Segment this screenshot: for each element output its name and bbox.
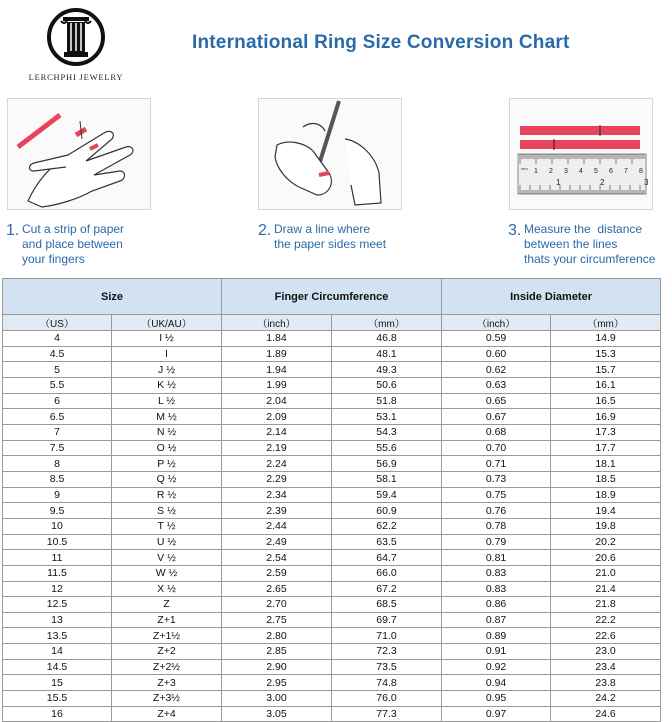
header-size: Size (3, 279, 222, 315)
cell-diameter-inch: 0.92 (442, 659, 551, 675)
ruler-cm-label: 1 (556, 178, 561, 187)
cell-diameter-mm: 17.3 (551, 424, 661, 440)
cell-circumference-mm: 51.8 (332, 393, 442, 409)
step-2-text: Draw a line where the paper sides meet (274, 222, 387, 251)
unit-circ-inch: （inch） (222, 315, 332, 331)
cell-uk-au-size: Z (112, 597, 222, 613)
column-emblem-icon (45, 6, 107, 68)
cell-us-size: 8 (3, 456, 112, 472)
cell-uk-au-size: Z+3½ (112, 691, 222, 707)
cell-diameter-inch: 0.89 (442, 628, 551, 644)
cell-circumference-inch: 1.99 (222, 377, 332, 393)
cell-circumference-mm: 56.9 (332, 456, 442, 472)
unit-us: （US） (3, 315, 112, 331)
step-3-text: Measure the distance between the lines thats your circumference (524, 222, 656, 266)
unit-diam-inch: （inch） (442, 315, 551, 331)
step-2-number: 2. (258, 222, 272, 239)
cell-diameter-inch: 0.71 (442, 456, 551, 472)
cell-circumference-inch: 3.05 (222, 706, 332, 722)
cell-diameter-inch: 0.70 (442, 440, 551, 456)
hand-paper-strip-icon (8, 99, 150, 209)
ruler-cm-label: 3 (644, 178, 649, 187)
cell-diameter-inch: 0.94 (442, 675, 551, 691)
cell-circumference-inch: 2.75 (222, 612, 332, 628)
page-title: International Ring Size Conversion Chart (192, 32, 570, 53)
cell-us-size: 13 (3, 612, 112, 628)
cell-circumference-inch: 3.00 (222, 691, 332, 707)
step-2-illustration (258, 98, 402, 210)
table-row (3, 377, 661, 393)
cell-us-size: 8.5 (3, 471, 112, 487)
cell-uk-au-size: Z+3 (112, 675, 222, 691)
cell-us-size: 6.5 (3, 409, 112, 425)
cell-uk-au-size: Q ½ (112, 471, 222, 487)
cell-circumference-mm: 63.5 (332, 534, 442, 550)
cell-us-size: 9.5 (3, 503, 112, 519)
table-row (3, 659, 661, 675)
cell-diameter-inch: 0.97 (442, 706, 551, 722)
cell-us-size: 5.5 (3, 377, 112, 393)
cell-circumference-mm: 66.0 (332, 565, 442, 581)
table-row (3, 456, 661, 472)
cell-diameter-mm: 20.6 (551, 550, 661, 566)
cell-diameter-mm: 16.1 (551, 377, 661, 393)
cell-circumference-mm: 50.6 (332, 377, 442, 393)
cell-diameter-mm: 15.7 (551, 362, 661, 378)
cell-diameter-inch: 0.73 (442, 471, 551, 487)
cell-circumference-mm: 68.5 (332, 597, 442, 613)
cell-uk-au-size: L ½ (112, 393, 222, 409)
cell-diameter-inch: 0.81 (442, 550, 551, 566)
cell-circumference-mm: 58.1 (332, 471, 442, 487)
cell-us-size: 11 (3, 550, 112, 566)
cell-uk-au-size: T ½ (112, 518, 222, 534)
cell-uk-au-size: I (112, 346, 222, 362)
cell-us-size: 12.5 (3, 597, 112, 613)
cell-circumference-mm: 69.7 (332, 612, 442, 628)
cell-diameter-mm: 16.5 (551, 393, 661, 409)
cell-circumference-inch: 2.39 (222, 503, 332, 519)
cell-uk-au-size: Z+4 (112, 706, 222, 722)
table-row (3, 409, 661, 425)
paper-strip-ruler-icon (510, 99, 652, 209)
ruler-mm-label: 8 (639, 168, 643, 175)
cell-uk-au-size: Z+1 (112, 612, 222, 628)
unit-diam-mm: （mm） (551, 315, 661, 331)
cell-circumference-mm: 72.3 (332, 644, 442, 660)
cell-us-size: 11.5 (3, 565, 112, 581)
cell-us-size: 12 (3, 581, 112, 597)
ruler-mm-label: 6 (609, 168, 613, 175)
cell-circumference-inch: 2.09 (222, 409, 332, 425)
cell-diameter-mm: 18.1 (551, 456, 661, 472)
ruler-mm-label: 4 (579, 168, 583, 175)
cell-circumference-mm: 73.5 (332, 659, 442, 675)
ruler-mm-label: 3 (564, 168, 568, 175)
cell-diameter-mm: 15.3 (551, 346, 661, 362)
cell-circumference-mm: 71.0 (332, 628, 442, 644)
cell-diameter-inch: 0.83 (442, 581, 551, 597)
cell-uk-au-size: I ½ (112, 331, 222, 347)
cell-diameter-inch: 0.75 (442, 487, 551, 503)
ruler-mm-label: 5 (594, 168, 598, 175)
cell-circumference-mm: 64.7 (332, 550, 442, 566)
cell-circumference-mm: 59.4 (332, 487, 442, 503)
cell-diameter-mm: 24.6 (551, 706, 661, 722)
table-row (3, 362, 661, 378)
cell-uk-au-size: R ½ (112, 487, 222, 503)
cell-diameter-mm: 23.8 (551, 675, 661, 691)
table-row (3, 518, 661, 534)
cell-diameter-mm: 17.7 (551, 440, 661, 456)
cell-circumference-inch: 2.80 (222, 628, 332, 644)
cell-uk-au-size: V ½ (112, 550, 222, 566)
table-row (3, 534, 661, 550)
step-3-illustration (509, 98, 653, 210)
cell-diameter-mm: 21.4 (551, 581, 661, 597)
cell-circumference-mm: 53.1 (332, 409, 442, 425)
cell-diameter-inch: 0.60 (442, 346, 551, 362)
cell-uk-au-size: K ½ (112, 377, 222, 393)
table-row (3, 424, 661, 440)
cell-circumference-mm: 76.0 (332, 691, 442, 707)
cell-uk-au-size: Z+1½ (112, 628, 222, 644)
ruler-mm-label: 7 (624, 168, 628, 175)
cell-diameter-mm: 19.4 (551, 503, 661, 519)
cell-diameter-inch: 0.62 (442, 362, 551, 378)
cell-us-size: 4 (3, 331, 112, 347)
cell-uk-au-size: U ½ (112, 534, 222, 550)
table-row (3, 550, 661, 566)
cell-circumference-mm: 48.1 (332, 346, 442, 362)
cell-us-size: 5 (3, 362, 112, 378)
table-row (3, 346, 661, 362)
brand-logo (26, 6, 126, 90)
table-row (3, 393, 661, 409)
cell-us-size: 13.5 (3, 628, 112, 644)
unit-uk-au: （UK/AU） (112, 315, 222, 331)
cell-circumference-inch: 2.49 (222, 534, 332, 550)
ruler-mm-label: 1 (534, 168, 538, 175)
step-3-number: 3. (508, 222, 522, 239)
table-row (3, 675, 661, 691)
cell-circumference-inch: 1.94 (222, 362, 332, 378)
ruler-mm-label: 2 (549, 168, 553, 175)
cell-diameter-mm: 19.8 (551, 518, 661, 534)
cell-circumference-inch: 2.34 (222, 487, 332, 503)
cell-us-size: 4.5 (3, 346, 112, 362)
cell-circumference-inch: 2.04 (222, 393, 332, 409)
step-1-illustration (7, 98, 151, 210)
cell-circumference-mm: 49.3 (332, 362, 442, 378)
brand-name: LERCHPHI JEWELRY (28, 72, 124, 82)
cell-diameter-mm: 22.6 (551, 628, 661, 644)
cell-circumference-inch: 2.85 (222, 644, 332, 660)
table-row (3, 644, 661, 660)
cell-us-size: 14.5 (3, 659, 112, 675)
cell-circumference-mm: 74.8 (332, 675, 442, 691)
cell-uk-au-size: N ½ (112, 424, 222, 440)
header-finger-circumference: Finger Circumference (222, 279, 442, 315)
header-inside-diameter: Inside Diameter (442, 279, 661, 315)
cell-uk-au-size: S ½ (112, 503, 222, 519)
step-1-text: Cut a strip of paper and place between your fingers (22, 222, 125, 266)
table-row (3, 612, 661, 628)
cell-circumference-mm: 77.3 (332, 706, 442, 722)
cell-circumference-mm: 67.2 (332, 581, 442, 597)
cell-uk-au-size: M ½ (112, 409, 222, 425)
cell-uk-au-size: Z+2 (112, 644, 222, 660)
cell-uk-au-size: O ½ (112, 440, 222, 456)
cell-diameter-inch: 0.86 (442, 597, 551, 613)
cell-diameter-mm: 23.0 (551, 644, 661, 660)
table-row (3, 691, 661, 707)
table-row (3, 331, 661, 347)
table-row (3, 487, 661, 503)
cell-uk-au-size: Z+2½ (112, 659, 222, 675)
cell-circumference-inch: 2.95 (222, 675, 332, 691)
cell-circumference-inch: 2.24 (222, 456, 332, 472)
table-row (3, 628, 661, 644)
cell-diameter-inch: 0.67 (442, 409, 551, 425)
cell-uk-au-size: J ½ (112, 362, 222, 378)
cell-us-size: 16 (3, 706, 112, 722)
cell-diameter-inch: 0.65 (442, 393, 551, 409)
cell-us-size: 15 (3, 675, 112, 691)
cell-uk-au-size: W ½ (112, 565, 222, 581)
table-row (3, 581, 661, 597)
cell-circumference-mm: 62.2 (332, 518, 442, 534)
hand-pen-marking-icon (259, 99, 401, 209)
step-1-number: 1. (6, 222, 20, 239)
cell-diameter-mm: 18.5 (551, 471, 661, 487)
cell-diameter-inch: 0.79 (442, 534, 551, 550)
cell-diameter-inch: 0.87 (442, 612, 551, 628)
cell-diameter-mm: 18.9 (551, 487, 661, 503)
cell-diameter-mm: 20.2 (551, 534, 661, 550)
ruler-cm-label: 2 (600, 178, 605, 187)
table-row (3, 440, 661, 456)
cell-diameter-mm: 21.8 (551, 597, 661, 613)
cell-diameter-inch: 0.63 (442, 377, 551, 393)
cell-diameter-mm: 22.2 (551, 612, 661, 628)
cell-circumference-inch: 2.14 (222, 424, 332, 440)
cell-circumference-inch: 2.54 (222, 550, 332, 566)
cell-us-size: 15.5 (3, 691, 112, 707)
cell-diameter-mm: 16.9 (551, 409, 661, 425)
cell-diameter-inch: 0.78 (442, 518, 551, 534)
cell-circumference-inch: 2.19 (222, 440, 332, 456)
cell-us-size: 9 (3, 487, 112, 503)
table-row (3, 503, 661, 519)
table-row (3, 706, 661, 722)
cell-circumference-inch: 2.70 (222, 597, 332, 613)
cell-uk-au-size: X ½ (112, 581, 222, 597)
table-row (3, 597, 661, 613)
cell-diameter-mm: 24.2 (551, 691, 661, 707)
cell-circumference-inch: 2.59 (222, 565, 332, 581)
cell-diameter-inch: 0.68 (442, 424, 551, 440)
cell-circumference-mm: 46.8 (332, 331, 442, 347)
unit-circ-mm: （mm） (332, 315, 442, 331)
cell-us-size: 7 (3, 424, 112, 440)
cell-circumference-mm: 60.9 (332, 503, 442, 519)
cell-circumference-inch: 2.65 (222, 581, 332, 597)
cell-diameter-mm: 23.4 (551, 659, 661, 675)
cell-diameter-mm: 14.9 (551, 331, 661, 347)
cell-us-size: 10 (3, 518, 112, 534)
cell-uk-au-size: P ½ (112, 456, 222, 472)
cell-diameter-inch: 0.83 (442, 565, 551, 581)
cell-circumference-mm: 54.3 (332, 424, 442, 440)
cell-diameter-mm: 21.0 (551, 565, 661, 581)
cell-us-size: 10.5 (3, 534, 112, 550)
cell-circumference-inch: 2.44 (222, 518, 332, 534)
table-row (3, 565, 661, 581)
cell-circumference-inch: 2.29 (222, 471, 332, 487)
cell-diameter-inch: 0.95 (442, 691, 551, 707)
cell-circumference-inch: 1.89 (222, 346, 332, 362)
cell-diameter-inch: 0.91 (442, 644, 551, 660)
cell-us-size: 6 (3, 393, 112, 409)
ring-size-table (2, 278, 661, 722)
table-row (3, 471, 661, 487)
ruler-unit-label: mm (521, 166, 528, 171)
cell-us-size: 14 (3, 644, 112, 660)
cell-us-size: 7.5 (3, 440, 112, 456)
cell-circumference-mm: 55.6 (332, 440, 442, 456)
cell-diameter-inch: 0.59 (442, 331, 551, 347)
cell-circumference-inch: 2.90 (222, 659, 332, 675)
cell-diameter-inch: 0.76 (442, 503, 551, 519)
cell-circumference-inch: 1.84 (222, 331, 332, 347)
